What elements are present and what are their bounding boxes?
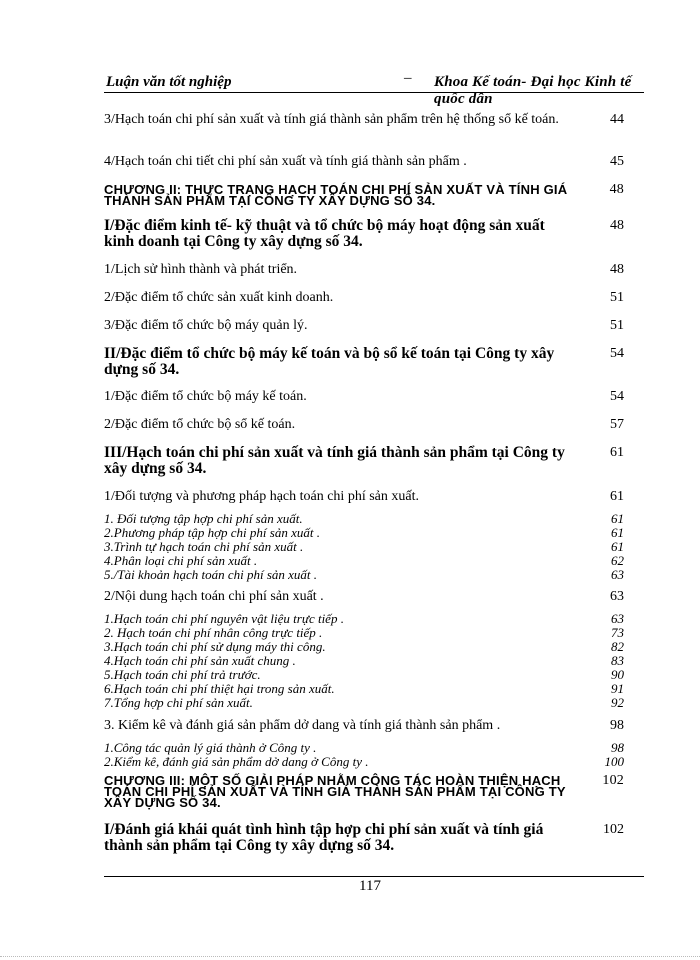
toc-entry-text: II/Đặc điểm tổ chức bộ máy kế toán và bộ sổ kế toán tại Công ty xây dựng số 34. bbox=[104, 345, 555, 378]
toc-entry-page: 51 bbox=[610, 318, 624, 333]
toc-subentry bbox=[104, 696, 644, 709]
toc-entry-page: 54 bbox=[610, 346, 624, 361]
toc-entry-text: 4.Hạch toán chi phí sản xuất chung . bbox=[104, 653, 296, 668]
toc-entry-page: 63 bbox=[611, 567, 624, 582]
toc-entry-text: 1/Lịch sử hình thành và phát triển. bbox=[104, 262, 298, 277]
toc-entry-page: 45 bbox=[610, 154, 624, 169]
toc-entry bbox=[104, 318, 644, 334]
running-header bbox=[104, 70, 642, 107]
toc-entry-page: 98 bbox=[610, 718, 624, 733]
toc-entry bbox=[104, 718, 644, 734]
page-bottom-edge bbox=[0, 956, 700, 957]
toc-entry-text: 3/Hạch toán chi phí sản xuất và tính giá thành sản phẩm trên hệ thống sổ kế toán. bbox=[104, 112, 559, 127]
toc-entry bbox=[104, 112, 644, 128]
toc-chapter bbox=[104, 184, 644, 206]
toc-entry-text: 3.Hạch toán chi phí sử dụng máy thi công. bbox=[104, 639, 326, 654]
toc-entry-text: I/Đặc điểm kinh tế- kỹ thuật và tổ chức bộ máy hoạt động sản xuất kinh doanh tại Công ty xây dựng số 34. bbox=[104, 217, 545, 250]
toc-entry-page: 44 bbox=[610, 112, 624, 127]
toc-entry-page: 102 bbox=[603, 822, 624, 837]
toc-entry-text: 4.Phân loại chi phí sản xuất . bbox=[104, 553, 258, 568]
toc-entry-page: 61 bbox=[611, 539, 624, 554]
toc-subentry bbox=[104, 568, 644, 581]
toc-entry-page: 92 bbox=[611, 695, 624, 710]
toc-entry-text: 1.Công tác quản lý giá thành ở Công ty . bbox=[104, 740, 317, 755]
page-number: 117 bbox=[359, 878, 381, 894]
toc-chapter bbox=[104, 775, 644, 808]
toc-subentry bbox=[104, 668, 644, 681]
toc-entry bbox=[104, 154, 644, 170]
toc-entry-page: 61 bbox=[610, 489, 624, 504]
header-dash: – bbox=[404, 70, 412, 86]
toc-entry-text: 2.Phương pháp tập hợp chi phí sản xuất . bbox=[104, 525, 320, 540]
toc-subentry bbox=[104, 741, 644, 754]
toc-entry bbox=[104, 489, 644, 505]
toc-entry-page: 63 bbox=[611, 611, 624, 626]
toc-entry bbox=[104, 262, 644, 278]
toc-entry-page: 51 bbox=[610, 290, 624, 305]
footer-rule bbox=[104, 876, 644, 877]
toc-subentry bbox=[104, 612, 644, 625]
toc-subentry bbox=[104, 512, 644, 525]
toc-subentry bbox=[104, 654, 644, 667]
toc-entry-page: 54 bbox=[610, 389, 624, 404]
toc-subentry bbox=[104, 640, 644, 653]
toc-entry-text: CHƯƠNG III: MỘT SỐ GIẢI PHÁP NHẰM CÔNG TÁC HOÀN THIỆN HẠCH TOÁN CHI PHÍ SẢN XUẤT VÀ TÍNH GIÁ THÀNH SẢN PHẨM TẠI CÔNG TY XÂY DỰNG SỐ 34. bbox=[104, 773, 566, 810]
toc-entry-text: 5.Hạch toán chi phí trả trước. bbox=[104, 667, 261, 682]
toc-entry bbox=[104, 290, 644, 306]
toc-entry-text: 1/Đặc điểm tổ chức bộ máy kế toán. bbox=[104, 389, 307, 404]
toc-subentry bbox=[104, 755, 644, 768]
header-thesis-title: Luận văn tốt nghiệp bbox=[106, 74, 232, 90]
toc-entry-text: 1.Hạch toán chi phí nguyên vật liệu trực tiếp . bbox=[104, 611, 344, 626]
toc-entry-page: 48 bbox=[610, 218, 624, 233]
toc-entry bbox=[104, 589, 644, 605]
toc-entry-text: 4/Hạch toán chi tiết chi phí sản xuất và tính giá thành sản phẩm . bbox=[104, 154, 467, 169]
toc-entry-page: 48 bbox=[610, 262, 624, 277]
toc-entry-text: 7.Tổng hợp chi phí sản xuất. bbox=[104, 695, 253, 710]
toc-entry-page: 61 bbox=[611, 511, 624, 526]
toc-subentry bbox=[104, 526, 644, 539]
toc-entry-text: 3. Kiểm kê và đánh giá sản phẩm dở dang và tính giá thành sản phẩm . bbox=[104, 718, 501, 733]
header-rule bbox=[104, 92, 644, 93]
toc-subentry bbox=[104, 682, 644, 695]
toc-entry-text: 1/Đối tượng và phương pháp hạch toán chi phí sản xuất. bbox=[104, 489, 419, 504]
toc-entry-page: 98 bbox=[611, 740, 624, 755]
toc-entry-text: 5./Tài khoản hạch toán chi phí sản xuất . bbox=[104, 567, 318, 582]
toc-entry-page: 102 bbox=[602, 773, 624, 788]
toc-entry-text: 3.Trình tự hạch toán chi phí sản xuất . bbox=[104, 539, 304, 554]
header-department: Khoa Kế toán- Đại học Kinh tế quốc dân bbox=[434, 74, 632, 107]
toc-entry-text: 1. Đối tượng tập hợp chi phí sản xuất. bbox=[104, 511, 303, 526]
toc-section bbox=[104, 218, 644, 250]
toc-entry-page: 61 bbox=[611, 525, 624, 540]
toc-entry bbox=[104, 417, 644, 433]
toc-entry bbox=[104, 389, 644, 405]
toc-entry-page: 61 bbox=[610, 445, 624, 460]
toc-subentry bbox=[104, 540, 644, 553]
toc-entry-text: 2. Hạch toán chi phí nhân công trực tiếp . bbox=[104, 625, 323, 640]
toc-entry-text: CHƯƠNG II: THỰC TRẠNG HẠCH TOÁN CHI PHÍ SẢN XUẤT VÀ TÍNH GIÁ THÀNH SẢN PHẨM TẠI CÔNG TY XÂY DỰNG SỐ 34. bbox=[104, 182, 568, 208]
toc-entry-text: III/Hạch toán chi phí sản xuất và tính giá thành sản phẩm tại Công ty xây dựng số 34. bbox=[104, 444, 565, 477]
toc-subentry bbox=[104, 554, 644, 567]
toc-entry-text: 2/Đặc điểm tổ chức bộ sổ kế toán. bbox=[104, 417, 296, 432]
toc-entry-text: 2/Đặc điểm tổ chức sản xuất kinh doanh. bbox=[104, 290, 334, 305]
toc-section bbox=[104, 822, 644, 854]
toc-entry-page: 73 bbox=[611, 625, 624, 640]
toc-entry-page: 90 bbox=[611, 667, 624, 682]
toc-entry-page: 82 bbox=[611, 639, 624, 654]
toc-entry-text: 2.Kiểm kê, đánh giá sản phẩm dở dang ở Công ty . bbox=[104, 754, 369, 769]
toc-entry-page: 91 bbox=[611, 681, 624, 696]
toc-section bbox=[104, 346, 644, 378]
toc-entry-page: 57 bbox=[610, 417, 624, 432]
toc-entry-page: 62 bbox=[611, 553, 624, 568]
toc-section bbox=[104, 445, 644, 477]
toc-entry-text: 3/Đặc điểm tổ chức bộ máy quản lý. bbox=[104, 318, 308, 333]
toc-entry-text: 6.Hạch toán chi phí thiệt hại trong sản xuất. bbox=[104, 681, 335, 696]
toc-entry-page: 48 bbox=[609, 182, 624, 197]
toc-entry-page: 100 bbox=[604, 754, 624, 769]
toc-entry-text: 2/Nội dung hạch toán chi phí sản xuất . bbox=[104, 589, 324, 604]
toc-entry-page: 83 bbox=[611, 653, 624, 668]
toc-subentry bbox=[104, 626, 644, 639]
toc-entry-page: 63 bbox=[610, 589, 624, 604]
toc-entry-text: I/Đánh giá khái quát tình hình tập hợp chi phí sản xuất và tính giá thành sản phẩm tại Công ty xây dựng số 34. bbox=[104, 821, 544, 854]
